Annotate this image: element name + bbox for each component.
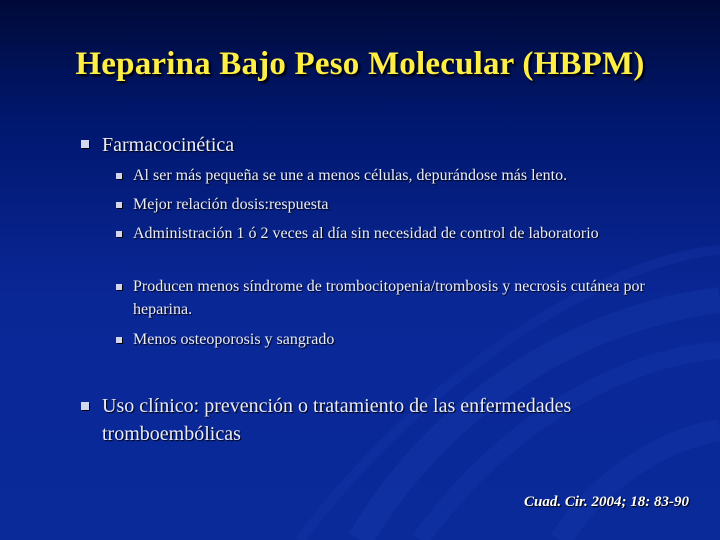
bullet-uso-clinico: Uso clínico: prevención o tratamiento de las enfermedades tromboembólicas xyxy=(102,395,572,445)
sub-bullet-icon xyxy=(116,337,122,343)
slide-title: Heparina Bajo Peso Molecular (HBPM) xyxy=(75,46,645,82)
sub-bullet-trombocitopenia: Producen menos síndrome de trombocitopenia/trombosis y necrosis cutánea por heparina. xyxy=(133,278,645,318)
sub-bullet-icon xyxy=(116,173,122,179)
sub-bullet-depuracion: Al ser más pequeña se une a menos células, depurándose más lento. xyxy=(133,167,568,184)
sub-bullet-dosis: Mejor relación dosis:respuesta xyxy=(133,196,329,213)
bullet-square-icon xyxy=(81,140,89,148)
bullet-farmacocinetica: Farmacocinética xyxy=(102,134,235,156)
sub-bullet-icon xyxy=(116,202,122,208)
sub-bullet-icon xyxy=(116,284,122,290)
bullet-square-icon xyxy=(81,402,89,410)
citation-reference: Cuad. Cir. 2004; 18: 83-90 xyxy=(523,494,689,510)
sub-bullet-icon xyxy=(116,231,122,237)
sub-bullet-osteoporosis: Menos osteoporosis y sangrado xyxy=(133,331,335,348)
sub-bullet-administracion: Administración 1 ó 2 veces al día sin necesidad de control de laboratorio xyxy=(133,225,599,242)
